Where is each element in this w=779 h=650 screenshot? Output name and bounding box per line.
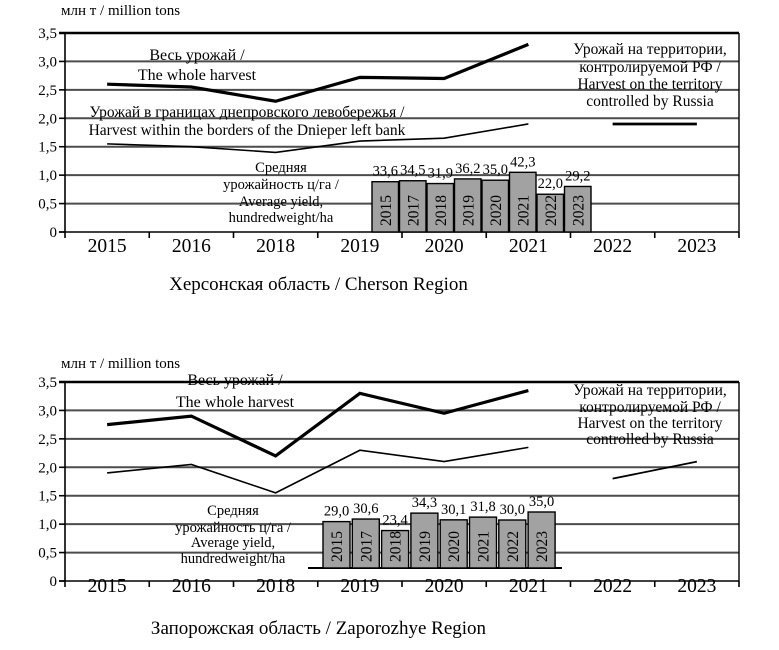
x-axis-label: 2023 (677, 236, 717, 257)
inset-bar-chart-label: hundredweight/ha (180, 551, 286, 567)
x-axis-label: 2023 (677, 576, 717, 597)
bar-value-label: 29,2 (565, 168, 591, 185)
zaporozhye-region-chart (0, 340, 779, 650)
y-tick-label: 1,0 (38, 517, 57, 534)
bar-value-label: 36,2 (455, 160, 481, 177)
series-line-whole_harvest (107, 391, 528, 456)
series-label-whole_harvest: Весь урожай / (187, 372, 283, 389)
bar-year-label: 2019 (416, 531, 434, 562)
y-tick-label: 2,5 (38, 431, 57, 448)
bar-value-label: 22,0 (537, 176, 563, 193)
series-label-rf_controlled: controlled by Russia (586, 93, 714, 110)
chart-svg-0 (0, 0, 779, 310)
series-label-rf_controlled: Урожай на территории, (573, 382, 727, 399)
y-tick-label: 3,0 (38, 54, 57, 71)
x-axis-label: 2019 (340, 236, 380, 257)
y-tick-label: 2,0 (38, 460, 57, 477)
bar-year-label: 2015 (377, 195, 395, 226)
series-label-rf_controlled: контролируемой РФ / (579, 59, 721, 76)
x-axis-label: 2020 (424, 236, 464, 257)
y-axis-unit-label: млн т / million tons (61, 356, 181, 372)
bar-value-label: 33,6 (372, 163, 398, 180)
x-axis-label: 2018 (256, 576, 296, 597)
bar-value-label: 34,3 (411, 495, 438, 512)
series-label-whole_harvest: The whole harvest (175, 394, 295, 411)
bar-year-label: 2023 (534, 531, 552, 562)
x-axis-label: 2018 (256, 236, 296, 257)
y-tick-label: 0,5 (38, 196, 57, 213)
inset-bar-chart-label: урожайность ц/га / (175, 520, 291, 536)
series-label-whole_harvest: Весь урожай / (149, 47, 245, 64)
bar-year-label: 2017 (358, 531, 376, 562)
bar-value-label: 30,0 (499, 502, 525, 518)
series-label-dnieper_left_bank: Урожай в границах днепровского левобережья / (89, 104, 405, 121)
y-tick-label: 2,5 (38, 82, 57, 99)
bar-value-label: 31,9 (427, 165, 453, 182)
x-axis-label: 2022 (593, 576, 633, 597)
inset-bar-chart-label: Average yield, (190, 535, 276, 551)
inset-bar-chart-label: hundredweight/ha (228, 210, 334, 226)
bar-year-label: 2018 (387, 531, 405, 562)
bar-value-label: 34,5 (400, 162, 426, 179)
bar-year-label: 2021 (475, 531, 493, 562)
series-label-rf_controlled: controlled by Russia (586, 431, 714, 448)
y-tick-label: 2,0 (38, 111, 57, 128)
bar-year-label: 2022 (542, 195, 560, 226)
series-line-dnieper_left_bank (107, 447, 528, 492)
bar-value-label: 42,3 (510, 154, 536, 171)
x-axis-label: 2015 (87, 236, 127, 257)
y-tick-label: 3,5 (38, 375, 57, 391)
series-line-rf_controlled (613, 462, 697, 479)
bar-value-label: 31,8 (470, 499, 496, 516)
bar-year-label: 2018 (432, 195, 450, 226)
y-tick-label: 3,5 (38, 26, 57, 42)
bar-value-label: 29,0 (323, 503, 350, 520)
chart-caption: Запорожская область / Zaporozhye Region (150, 618, 487, 639)
series-label-rf_controlled: Harvest on the territory (577, 415, 723, 432)
x-axis-label: 2021 (508, 236, 548, 257)
x-axis-label: 2020 (424, 576, 464, 597)
bar-year-label: 2015 (329, 531, 346, 562)
x-axis-label: 2021 (508, 576, 548, 597)
x-axis-label: 2016 (171, 576, 211, 597)
chart-svg-1 (0, 340, 779, 650)
series-label-rf_controlled: Урожай на территории, (573, 41, 727, 58)
series-label-rf_controlled: Harvest on the territory (577, 76, 723, 93)
bar-year-label: 2017 (405, 195, 423, 226)
x-axis-label: 2019 (340, 576, 380, 597)
bar-year-label: 2020 (446, 531, 464, 562)
y-tick-label: 3,0 (38, 403, 57, 420)
cherson-region-chart (0, 0, 779, 310)
inset-bar-chart-label: Средняя (255, 160, 307, 176)
bar-year-label: 2019 (460, 195, 478, 226)
y-tick-label: 1,5 (38, 488, 57, 505)
y-tick-label: 0 (49, 574, 57, 590)
bar-value-label: 30,1 (441, 501, 467, 518)
bar-year-label: 2021 (515, 195, 533, 226)
bar-year-label: 2022 (504, 531, 522, 562)
series-label-dnieper_left_bank: Harvest within the borders of the Dnieper left bank (88, 122, 406, 139)
y-tick-label: 0 (49, 225, 57, 241)
series-label-whole_harvest: The whole harvest (137, 67, 257, 84)
x-axis-label: 2015 (87, 576, 127, 597)
bar-value-label: 23,4 (382, 512, 408, 529)
inset-bar-chart-label: Средняя (207, 503, 259, 519)
bar-year-label: 2023 (570, 195, 588, 226)
bar-value-label: 35,0 (528, 494, 555, 510)
y-axis-unit-label: млн т / million tons (61, 3, 181, 19)
x-axis-label: 2022 (593, 236, 633, 257)
inset-bar-chart-label: урожайность ц/га / (223, 177, 339, 193)
chart-caption: Херсонская область / Cherson Region (169, 274, 468, 295)
series-label-rf_controlled: контролируемой РФ / (579, 399, 721, 416)
y-tick-label: 0,5 (38, 545, 57, 562)
bar-year-label: 2020 (487, 195, 505, 226)
y-tick-label: 1,0 (38, 168, 57, 185)
inset-bar-chart-label: Average yield, (238, 194, 324, 210)
x-axis-label: 2016 (171, 236, 211, 257)
y-tick-label: 1,5 (38, 139, 57, 156)
bar-value-label: 35,0 (482, 162, 508, 179)
bar-value-label: 30,6 (353, 501, 379, 518)
